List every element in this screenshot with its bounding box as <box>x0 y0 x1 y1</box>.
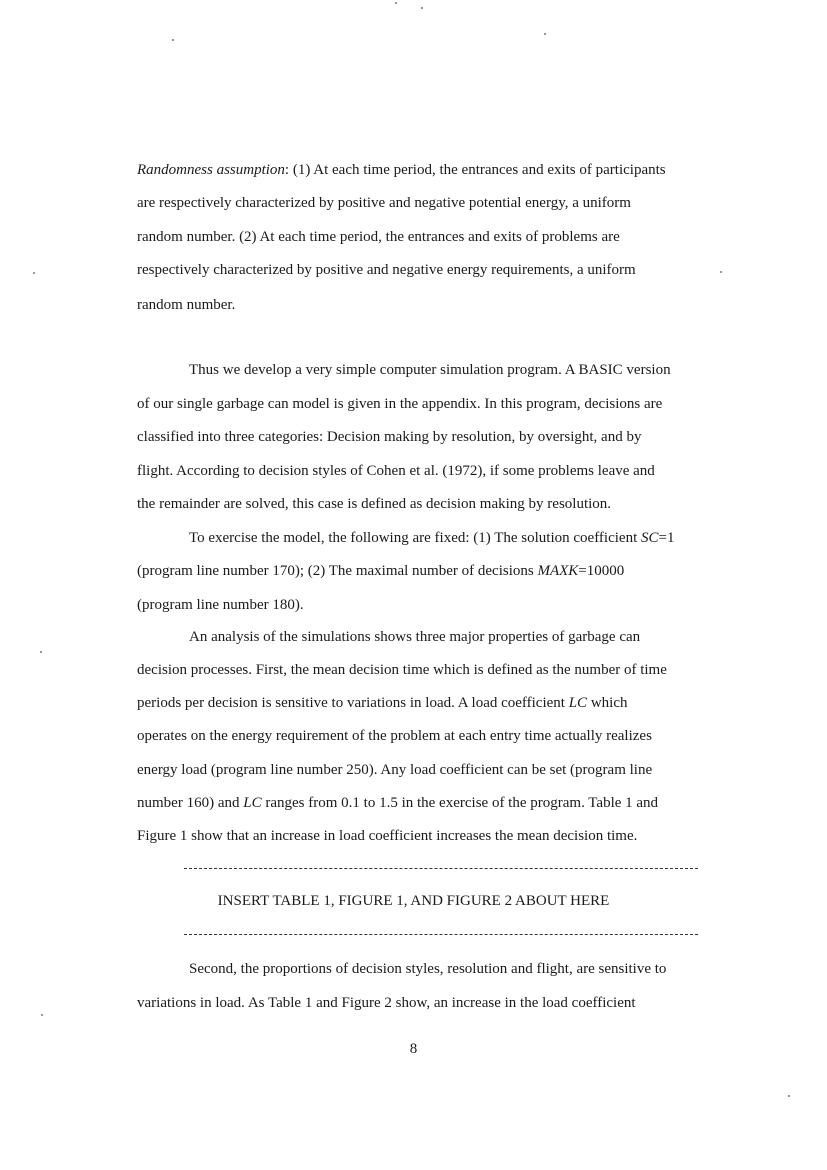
text-line: classified into three categories: Decision making by resolution, by oversight, and by <box>137 429 642 445</box>
text-line: of our single garbage can model is given in the appendix. In this program, decisions are <box>137 396 663 412</box>
text-line: variations in load. As Table 1 and Figure 2 show, an increase in the load coefficient <box>137 995 636 1011</box>
text-line: Second, the proportions of decision styles, resolution and flight, are sensitive to <box>189 961 667 977</box>
text-line: (program line number 180). <box>137 597 304 613</box>
text-line: Thus we develop a very simple computer simulation program. A BASIC version <box>189 362 671 378</box>
page-number: 8 <box>409 1041 418 1057</box>
text-line: An analysis of the simulations shows three major properties of garbage can <box>189 629 641 645</box>
scan-speck <box>544 33 546 35</box>
text-line: are respectively characterized by positive and negative potential energy, a uniform <box>137 195 631 211</box>
text-line: decision processes. First, the mean decision time which is defined as the number of time <box>137 662 667 678</box>
scan-speck <box>421 7 423 9</box>
scan-speck <box>172 39 174 41</box>
text-line: (program line number 170); (2) The maximal number of decisions MAXK=10000 <box>137 563 625 579</box>
text-line: operates on the energy requirement of the problem at each entry time actually realizes <box>137 728 652 744</box>
text-line: Figure 1 show that an increase in load coefficient increases the mean decision time. <box>137 828 638 844</box>
text-line: To exercise the model, the following are fixed: (1) The solution coefficient SC=1 <box>189 530 675 546</box>
text-line: energy load (program line number 250). Any load coefficient can be set (program line <box>137 762 653 778</box>
text-line: Randomness assumption: (1) At each time period, the entrances and exits of participants <box>137 162 666 178</box>
text-line: number 160) and LC ranges from 0.1 to 1.5 in the exercise of the program. Table 1 and <box>137 795 659 811</box>
scan-speck <box>395 2 397 4</box>
scan-speck <box>33 272 35 274</box>
scan-speck <box>720 271 722 273</box>
divider-top <box>184 868 698 869</box>
scan-speck <box>40 651 42 653</box>
text-line: respectively characterized by positive and negative energy requirements, a uniform <box>137 262 636 278</box>
scan-speck <box>41 1014 43 1016</box>
text-line: the remainder are solved, this case is defined as decision making by resolution. <box>137 496 612 512</box>
text-line: random number. <box>137 297 236 313</box>
text-line: flight. According to decision styles of Cohen et al. (1972), if some problems leave and <box>137 463 655 479</box>
text-line: periods per decision is sensitive to variations in load. A load coefficient LC which <box>137 695 628 711</box>
divider-bottom <box>184 934 698 935</box>
text-line: random number. (2) At each time period, the entrances and exits of problems are <box>137 229 620 245</box>
randomness-label: Randomness assumption <box>137 162 285 178</box>
scan-speck <box>788 1095 790 1097</box>
insert-notice: INSERT TABLE 1, FIGURE 1, AND FIGURE 2 ABOUT HERE <box>217 893 610 909</box>
